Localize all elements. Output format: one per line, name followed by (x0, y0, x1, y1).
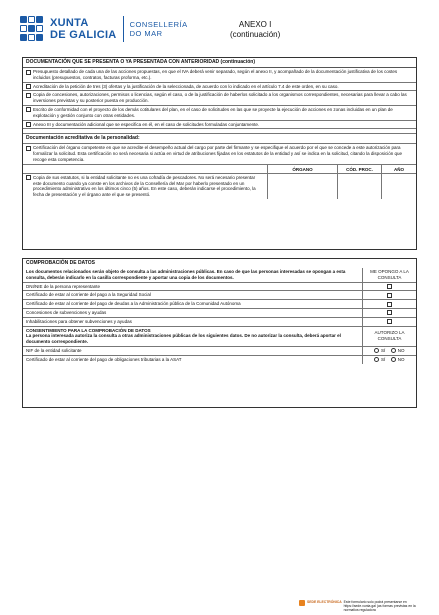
xunta-logo (20, 16, 188, 42)
statutes-row (23, 174, 416, 199)
annex-line-1: ANEXO I (238, 20, 272, 29)
list-item (23, 121, 416, 130)
radio-circle-icon (374, 348, 379, 353)
consent-intro: La persona interesada autoriza la consulta a otras administraciones públicas de los siguientes datos. De no autorizar la consulta, deberá aportar el documento correspondiente. (26, 333, 341, 345)
oppose-checkbox[interactable] (387, 302, 392, 307)
dept-line-2: DO MAR (129, 29, 163, 38)
section-title: DOCUMENTACIÓN QUE SE PRESENTA O YA PRESENTADA CON ANTERIORIDAD (continuación) (23, 58, 416, 68)
item-text: Presupuesto detallado de cada una de las acciones propuestas, en que el IVA deberá venir separado, según el anexo II, y acompañado de la documentación justificativa de los costes incluidos (presupuestos, contratos, facturas proforma, etc.). (33, 69, 398, 80)
brand-name (50, 17, 117, 41)
row-label: Certificado de estar al corriente del pago de deudas a la Administración pública de la Comunidad Autónoma (26, 301, 241, 307)
statutes-cell (23, 174, 267, 199)
sede-icon (299, 600, 305, 606)
checkbox[interactable] (26, 122, 31, 127)
ano-input[interactable] (381, 174, 416, 199)
brand-line-1: XUNTA (50, 17, 89, 29)
crest-icon (20, 16, 46, 42)
department-name (130, 20, 188, 38)
procedure-table-header (23, 165, 416, 174)
no-radio[interactable] (391, 348, 404, 354)
checkbox[interactable] (26, 146, 31, 151)
intro-text: Los documentos relacionados serán objeto de consulta a las administraciones públicas. En caso de que las personas interesadas se opongan a esta consulta, deberán indicarlo en la casilla correspondiente y aportar una copia de los documentos. (26, 269, 346, 280)
oppose-header: ME OPONGO A LA CONSULTA (362, 268, 416, 282)
no-label: NO (397, 347, 405, 353)
item-text: Copia de concesiones, autorizaciones, permisos o licencias, según el caso, o de la justificación de haberlos solicitado a los organismos correspondientes, necesarias para llevar a cabo las inversiones previstas y su posterior puesta en producción. (33, 92, 407, 104)
row-label: NIF de la entidad solicitante (26, 347, 82, 353)
page-footer (299, 600, 419, 612)
no-label: NO (397, 356, 405, 362)
footer-name[interactable]: SEDE ELECTRÓNICA (307, 600, 342, 604)
logo-divider (123, 16, 124, 42)
row-label: Inhabilitaciones para obtener subvenciones y ayudas (26, 318, 132, 324)
yes-label: SÍ (380, 356, 386, 362)
item-text: Anexo III y documentación adicional que se especifica en él, en el caso de solicitudes formuladas conjuntamente. (33, 121, 260, 127)
item-text: Copia de sus estatutos, si la entidad solicitante no es una cofradía de pescadores. No será necesario presentar este documento cuando ya conste en los archivos de la Consellería del Mar por haberlo presentado en un procedimiento administrativo en los últimos cinco (5) años. En este caso, deberán indicarse el procedimiento, la fecha de presentación y el órgano ante el que se presentó. (33, 174, 256, 198)
blank-cell (23, 165, 267, 173)
list-item (23, 91, 416, 106)
organo-input[interactable] (267, 174, 337, 199)
personality-subtitle: Documentación acreditativa de la personalidad: (23, 133, 416, 144)
consent-block (23, 327, 362, 346)
list-item (23, 83, 416, 92)
radio-circle-icon (391, 348, 396, 353)
oppose-checkbox[interactable] (387, 293, 392, 298)
page-header (20, 16, 420, 50)
no-radio[interactable] (391, 357, 404, 363)
row-label: DNI/NIE de la persona representante (26, 283, 101, 289)
table-row (23, 291, 416, 300)
checkbox[interactable] (26, 107, 31, 112)
brand-line-2: DE GALICIA (50, 29, 117, 41)
annex-line-2: (continuación) (230, 30, 281, 39)
authorize-header: AUTORIZO LA CONSULTA (362, 327, 416, 346)
section-title: COMPROBACIÓN DE DATOS (26, 260, 95, 266)
table-row (23, 318, 416, 327)
radio-circle-icon (391, 357, 396, 362)
oppose-header-row (23, 268, 416, 283)
consent-header-row (23, 327, 416, 347)
checkbox[interactable] (26, 175, 31, 180)
data-verification-section (22, 258, 417, 408)
list-item (23, 68, 416, 83)
row-label: Certificado de estar al corriente del pago a la Seguridad Social (26, 292, 151, 298)
checkbox[interactable] (26, 93, 31, 98)
cod-proc-header: CÓD. PROC. (337, 165, 381, 173)
yes-radio[interactable] (374, 348, 385, 354)
row-label: Certificado de estar al corriente del pago de obligaciones tributarias a la ASAT (26, 356, 182, 362)
yes-label: SÍ (380, 347, 386, 353)
oppose-checkbox[interactable] (387, 284, 392, 289)
oppose-checkbox[interactable] (387, 310, 392, 315)
footer-text: Este formulario solo podrá presentarse en https://sede.xunta.gal (as formas previstas en la normativa reguladora (343, 600, 416, 612)
checkbox[interactable] (26, 70, 31, 75)
item-text: Escrito de conformidad con el proyecto de los demás cotitulares del plan, en el caso de solicitudes en las que se proyecte la ejecución de acciones en zonas incluidas en un plan de explotación y gestión conjunto con otras entidades. (33, 106, 393, 118)
consent-title: CONSENTIMIENTO PARA LA COMPROBACIÓN DE DATOS (26, 327, 151, 333)
documentation-section (22, 57, 417, 250)
item-text: Acreditación de la petición de tres (3) ofertas y la justificación de la seleccionada, de acuerdo con lo indicado en el artículo 7.4 de este orden, en su caso. (33, 83, 339, 89)
table-row (23, 300, 416, 309)
dept-line-1: CONSELLERÍA (129, 20, 188, 29)
list-item (23, 106, 416, 121)
row-label: Concesiones de subvenciones y ayudas (26, 309, 107, 315)
radio-circle-icon (374, 357, 379, 362)
table-row (23, 356, 416, 364)
ano-header: AÑO (381, 165, 416, 173)
checkbox[interactable] (26, 84, 31, 89)
item-text: Certificación del órgano competente en que se acredite el desempeño actual del cargo por parte del firmante y se especifique el acuerdo por el que se concede a este autorización para formalizar la solicitud. Esta certificación no será necesaria si actúa en virtud de atribuciones fijadas en los estatutos de la entidad y así se indica en la solicitud, citando la disposición que recoge esta competencia. (33, 145, 402, 162)
table-row (23, 309, 416, 318)
yes-radio[interactable] (374, 357, 385, 363)
organo-header: ÓRGANO (267, 165, 337, 173)
table-row (23, 283, 416, 292)
certification-item (23, 144, 416, 164)
oppose-checkbox[interactable] (387, 319, 392, 324)
cod-proc-input[interactable] (337, 174, 381, 199)
annex-title (230, 20, 280, 40)
table-row (23, 347, 416, 356)
